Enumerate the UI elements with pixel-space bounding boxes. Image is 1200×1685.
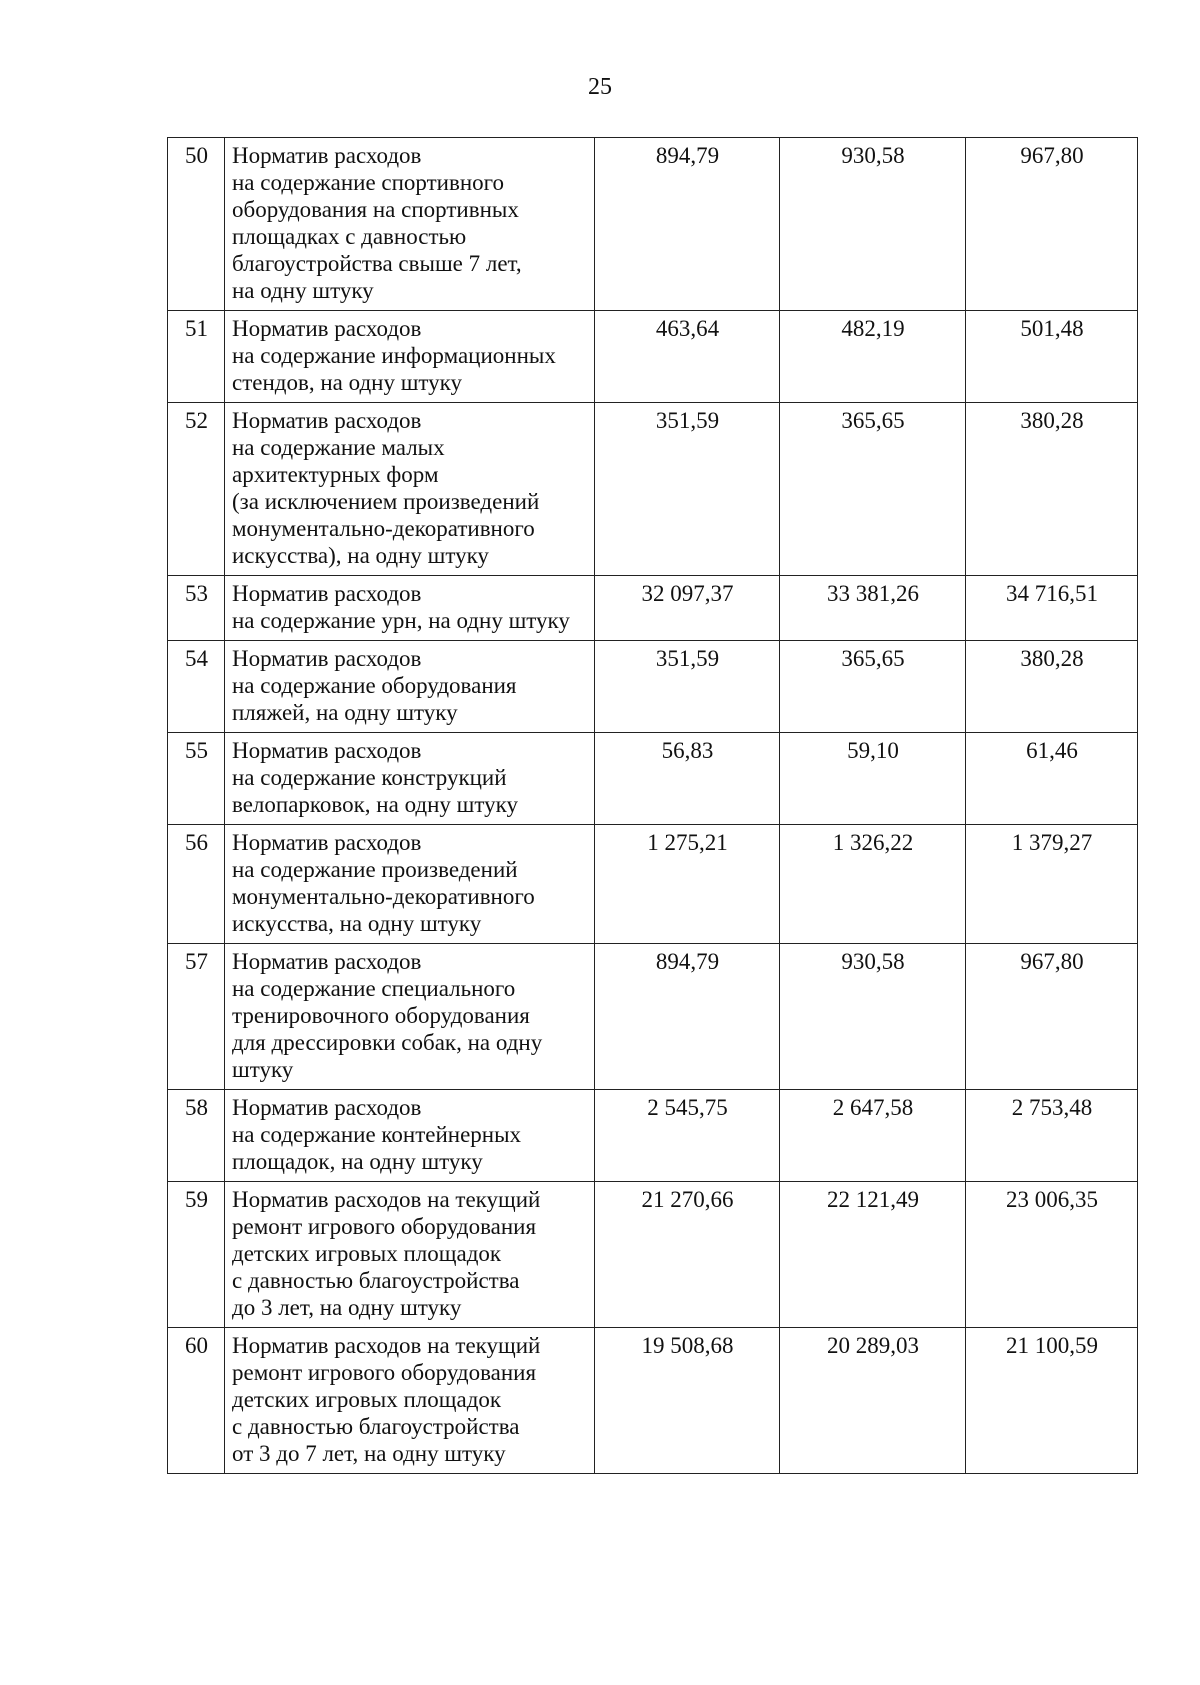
value-cell-2: 930,58 [780,944,966,1090]
row-number-cell: 50 [168,138,225,311]
table-row [168,825,1138,944]
table-row [168,641,1138,733]
description-cell: Норматив расходов на текущий ремонт игрового оборудования детских игровых площадок с давностью благоустройства от 3 до 7 лет, на одну штуку [225,1328,595,1474]
page-number: 25 [588,74,612,100]
value-cell-1: 1 275,21 [595,825,780,944]
value-cell-1: 2 545,75 [595,1090,780,1182]
row-number-cell: 55 [168,733,225,825]
value-cell-1: 21 270,66 [595,1182,780,1328]
table-row [168,1328,1138,1474]
value-cell-2: 1 326,22 [780,825,966,944]
row-number-cell: 58 [168,1090,225,1182]
value-cell-3: 380,28 [966,641,1138,733]
description-cell: Норматив расходов на содержание информационных стендов, на одну штуку [225,311,595,403]
value-cell-1: 894,79 [595,138,780,311]
description-cell: Норматив расходов на содержание спортивного оборудования на спортивных площадках с давностью благоустройства свыше 7 лет, на одну штуку [225,138,595,311]
row-number-cell: 53 [168,576,225,641]
description-cell: Норматив расходов на содержание урн, на одну штуку [225,576,595,641]
row-number-cell: 59 [168,1182,225,1328]
value-cell-1: 19 508,68 [595,1328,780,1474]
value-cell-3: 380,28 [966,403,1138,576]
value-cell-2: 59,10 [780,733,966,825]
table-row [168,733,1138,825]
value-cell-3: 2 753,48 [966,1090,1138,1182]
value-cell-3: 61,46 [966,733,1138,825]
value-cell-1: 32 097,37 [595,576,780,641]
value-cell-2: 20 289,03 [780,1328,966,1474]
row-number-cell: 52 [168,403,225,576]
value-cell-3: 23 006,35 [966,1182,1138,1328]
value-cell-3: 967,80 [966,138,1138,311]
description-cell: Норматив расходов на текущий ремонт игрового оборудования детских игровых площадок с давностью благоустройства до 3 лет, на одну штуку [225,1182,595,1328]
row-number-cell: 51 [168,311,225,403]
description-cell: Норматив расходов на содержание конструкций велопарковок, на одну штуку [225,733,595,825]
norms-table [167,137,1138,1474]
row-number-cell: 56 [168,825,225,944]
value-cell-1: 351,59 [595,641,780,733]
value-cell-2: 365,65 [780,403,966,576]
row-number-cell: 57 [168,944,225,1090]
row-number-cell: 54 [168,641,225,733]
table-row [168,944,1138,1090]
table-row [168,576,1138,641]
table-row [168,403,1138,576]
table-row [168,311,1138,403]
value-cell-3: 34 716,51 [966,576,1138,641]
description-cell: Норматив расходов на содержание контейнерных площадок, на одну штуку [225,1090,595,1182]
value-cell-3: 967,80 [966,944,1138,1090]
value-cell-2: 2 647,58 [780,1090,966,1182]
description-cell: Норматив расходов на содержание специального тренировочного оборудования для дрессировки собак, на одну штуку [225,944,595,1090]
table-row [168,1090,1138,1182]
value-cell-2: 33 381,26 [780,576,966,641]
value-cell-1: 463,64 [595,311,780,403]
value-cell-1: 56,83 [595,733,780,825]
description-cell: Норматив расходов на содержание малых архитектурных форм (за исключением произведений монументально-декоративного искусства), на одну штуку [225,403,595,576]
description-cell: Норматив расходов на содержание оборудования пляжей, на одну штуку [225,641,595,733]
value-cell-2: 365,65 [780,641,966,733]
value-cell-3: 1 379,27 [966,825,1138,944]
row-number-cell: 60 [168,1328,225,1474]
value-cell-3: 21 100,59 [966,1328,1138,1474]
value-cell-2: 482,19 [780,311,966,403]
value-cell-1: 351,59 [595,403,780,576]
description-cell: Норматив расходов на содержание произведений монументально-декоративного искусства, на одну штуку [225,825,595,944]
norms-table-body [168,138,1138,1474]
value-cell-2: 930,58 [780,138,966,311]
table-row [168,1182,1138,1328]
value-cell-1: 894,79 [595,944,780,1090]
value-cell-2: 22 121,49 [780,1182,966,1328]
value-cell-3: 501,48 [966,311,1138,403]
table-row [168,138,1138,311]
